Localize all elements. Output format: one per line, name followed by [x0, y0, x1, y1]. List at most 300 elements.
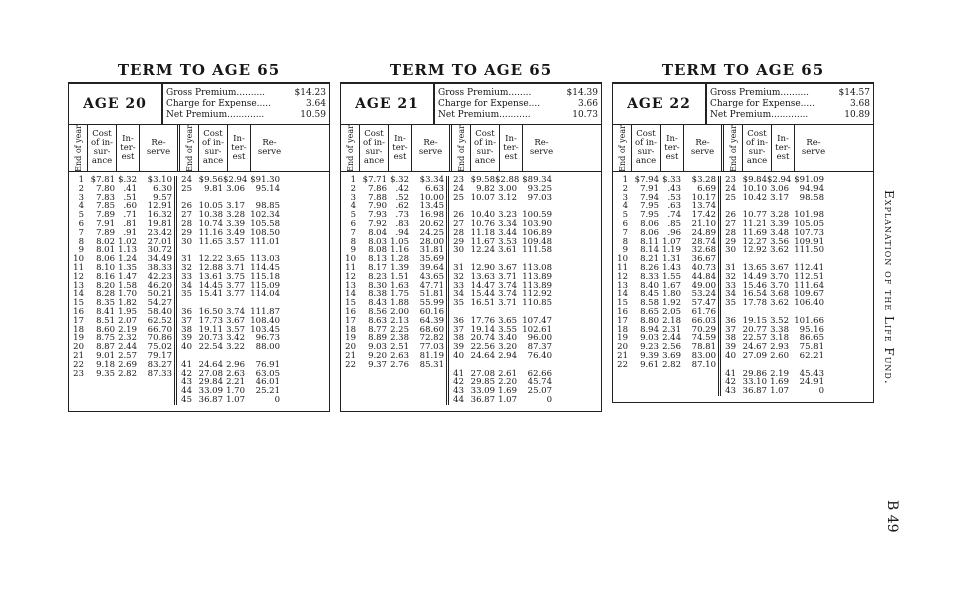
cost-cell: 8.40 [640, 280, 659, 291]
cost-cell: 7.90 [368, 201, 387, 212]
cost-cell: 8.51 [96, 315, 115, 326]
column-header-reserve [412, 125, 452, 171]
cost-cell: 7.92 [368, 218, 387, 229]
interest-cell: 3.23 [498, 210, 517, 221]
interest-cell: .63 [667, 201, 681, 212]
cost-cell: 8.28 [96, 289, 115, 300]
premium-value: 3.66 [577, 99, 598, 109]
year-cell: 32 [725, 271, 736, 282]
premium-label: Charge for Expense..... [166, 99, 271, 109]
year-cell: 27 [453, 218, 464, 229]
table-row [449, 396, 554, 405]
cost-cell: 9.01 [96, 350, 115, 361]
interest-cell: 3.71 [226, 262, 245, 273]
interest-cell: 3.17 [770, 192, 789, 203]
premium-label: Net Premium........... [438, 110, 531, 120]
interest-cell: 1.80 [662, 289, 681, 300]
interest-cell: 2.51 [390, 342, 409, 353]
year-cell: 3 [78, 192, 84, 203]
cost-cell: 8.20 [96, 280, 115, 291]
reserve-cell: 13.45 [419, 201, 444, 212]
interest-cell: 3.62 [770, 298, 789, 309]
cost-cell: 7.88 [368, 192, 387, 203]
table-body [341, 172, 601, 411]
cost-cell: 7.91 [96, 218, 115, 229]
interest-cell: 1.88 [390, 298, 409, 309]
cost-cell: 8.17 [368, 262, 387, 273]
premium-label: Gross Premium.......... [710, 88, 810, 98]
year-cell: 21 [73, 350, 84, 361]
premium-row [710, 88, 873, 99]
column-header-text: Cost of in- sur- ance [745, 129, 769, 166]
cost-cell: 7.85 [96, 201, 115, 212]
interest-cell: 3.69 [662, 350, 681, 361]
table-row [177, 290, 282, 299]
cost-cell: 12.90 [470, 262, 495, 273]
year-cell: 39 [453, 342, 464, 353]
reserve-cell: 63.05 [255, 368, 280, 379]
table-row [177, 343, 282, 352]
reserve-cell: 6.63 [425, 183, 444, 194]
interest-cell: 3.77 [226, 280, 245, 291]
cost-cell: 12.22 [198, 254, 223, 265]
cost-cell: $9.56 [198, 175, 223, 185]
interest-cell: 3.44 [498, 227, 517, 238]
year-cell: 38 [181, 324, 192, 335]
year-cell: 15 [345, 298, 356, 309]
cost-cell: 7.89 [96, 227, 115, 238]
reserve-cell: 70.29 [691, 324, 716, 335]
year-cell: 5 [78, 210, 84, 221]
year-cell: 17 [617, 315, 628, 326]
cost-cell: 8.23 [368, 271, 387, 282]
cost-cell: 10.74 [198, 218, 223, 229]
column-headers [341, 125, 601, 172]
interest-cell: 3.00 [498, 183, 517, 194]
cost-cell: 8.06 [640, 218, 659, 229]
reserve-cell: 42.23 [147, 271, 172, 282]
reserve-cell: 0 [274, 394, 280, 405]
reserve-cell: 20.62 [419, 218, 444, 229]
year-cell: 12 [617, 271, 628, 282]
cost-cell: 33.09 [198, 386, 223, 397]
interest-cell: 3.42 [226, 333, 245, 344]
year-cell: 23 [73, 368, 84, 379]
premium-label: Net Premium............. [166, 110, 265, 120]
column-header-text: End of year [184, 125, 194, 171]
interest-cell: 2.18 [662, 315, 681, 326]
column-header-year [180, 125, 199, 171]
year-cell: 41 [181, 359, 192, 370]
premium-row [166, 88, 329, 99]
reserve-cell: 95.16 [799, 324, 824, 335]
year-cell: 10 [73, 254, 84, 265]
reserve-cell: 103.90 [522, 218, 552, 229]
reserve-cell: 40.73 [691, 262, 716, 273]
cost-cell: 7.89 [96, 210, 115, 221]
cost-cell: 22.54 [198, 342, 223, 353]
year-cell: 2 [78, 183, 84, 194]
year-cell: 43 [181, 377, 192, 388]
cost-cell: 7.80 [96, 183, 115, 194]
year-cell: 36 [181, 306, 192, 317]
table-row [721, 246, 826, 255]
reserve-cell: 108.40 [250, 315, 280, 326]
interest-cell: 3.38 [770, 324, 789, 335]
column-header-cost [632, 125, 661, 171]
interest-cell: 3.40 [498, 333, 517, 344]
reserve-cell: 25.07 [527, 386, 552, 397]
reserve-cell: 100.59 [522, 210, 552, 221]
reserve-cell: $3.10 [147, 175, 172, 185]
interest-cell: 3.70 [770, 271, 789, 282]
interest-cell: 3.61 [498, 245, 517, 256]
interest-cell: 2.21 [226, 377, 245, 388]
cost-cell: 8.77 [368, 324, 387, 335]
year-cell: 8 [350, 236, 356, 247]
interest-cell: 3.75 [226, 271, 245, 282]
cost-cell: 8.75 [96, 333, 115, 344]
premium-row [166, 99, 329, 110]
year-cell: 34 [725, 289, 736, 300]
cost-cell: 8.45 [640, 289, 659, 300]
interest-cell: 3.70 [770, 280, 789, 291]
cost-cell: 8.60 [96, 324, 115, 335]
interest-cell: 1.67 [662, 280, 681, 291]
cost-cell: 29.85 [470, 377, 495, 388]
year-cell: 4 [78, 201, 84, 212]
year-cell: 1 [622, 175, 628, 185]
cost-cell: 8.06 [640, 227, 659, 238]
column-header-reserve [684, 125, 724, 171]
year-cell: 24 [453, 183, 464, 194]
column-header-text: In- ter- est [503, 133, 519, 162]
premium-block [707, 84, 873, 124]
cost-cell: 15.46 [742, 280, 767, 291]
reserve-cell: 64.39 [419, 315, 444, 326]
reserve-cell: 111.50 [794, 245, 824, 256]
year-cell: 20 [73, 342, 84, 353]
age-label: AGE 21 [341, 84, 435, 124]
reserve-cell: 25.21 [255, 386, 280, 397]
premium-label: Gross Premium.......... [166, 88, 266, 98]
year-cell: 18 [73, 324, 84, 335]
interest-cell: 1.05 [390, 236, 409, 247]
year-cell: 5 [622, 210, 628, 221]
premium-value: $14.57 [838, 88, 870, 98]
cost-cell: 22.57 [742, 333, 767, 344]
interest-cell: 1.82 [118, 298, 137, 309]
year-cell: 21 [617, 350, 628, 361]
column-header-reserve [795, 125, 832, 171]
reserve-cell: 13.74 [691, 201, 716, 212]
cost-cell: 12.92 [742, 245, 767, 256]
interest-cell: .71 [123, 210, 137, 221]
year-cell: 29 [181, 227, 192, 238]
reserve-cell: 61.76 [691, 306, 716, 317]
reserve-cell: 21.10 [691, 218, 716, 229]
column-header-text: In- ter- est [120, 133, 136, 162]
interest-cell: 3.39 [226, 218, 245, 229]
year-cell: 27 [181, 210, 192, 221]
reserve-cell: 24.91 [799, 377, 824, 388]
cost-cell: 8.58 [640, 298, 659, 309]
reserve-cell: 78.81 [691, 342, 716, 353]
cost-cell: 13.63 [470, 271, 495, 282]
year-cell: 9 [78, 245, 84, 256]
cost-cell: 8.11 [640, 236, 659, 247]
premium-block [435, 84, 601, 124]
reserve-cell: 109.91 [794, 236, 824, 247]
premium-value: 3.68 [849, 99, 870, 109]
reserve-cell: 87.10 [691, 359, 716, 370]
year-cell: 7 [78, 227, 84, 238]
reserve-cell: 45.74 [527, 377, 552, 388]
interest-cell: 1.07 [498, 394, 517, 405]
table-header [69, 84, 329, 125]
year-cell: 24 [725, 183, 736, 194]
reserve-cell: 98.58 [799, 192, 824, 203]
cost-cell: 9.03 [640, 333, 659, 344]
interest-cell: .73 [395, 210, 409, 221]
year-cell: 42 [725, 377, 736, 388]
interest-cell: 3.20 [498, 342, 517, 353]
cost-cell: 15.41 [198, 289, 223, 300]
year-cell: 14 [617, 289, 628, 300]
reserve-cell: 108.50 [250, 227, 280, 238]
cost-cell: 8.35 [96, 298, 115, 309]
cost-cell: 24.67 [742, 342, 767, 353]
table-box [340, 82, 602, 412]
cost-cell: 16.54 [742, 289, 767, 300]
interest-cell: 3.06 [770, 183, 789, 194]
cost-cell: $7.81 [90, 175, 115, 185]
interest-cell: .43 [667, 183, 681, 194]
premium-table [340, 58, 602, 412]
cost-cell: 17.78 [742, 298, 767, 309]
year-cell: 28 [725, 227, 736, 238]
year-cell: 25 [725, 192, 736, 203]
reserve-cell: 103.45 [250, 324, 280, 335]
column-header-interest [661, 125, 684, 171]
cost-cell: 9.23 [640, 342, 659, 353]
reserve-cell: 96.00 [527, 333, 552, 344]
year-cell: 10 [617, 254, 628, 265]
cost-cell: 8.21 [640, 254, 659, 265]
column-headers [613, 125, 873, 172]
page-number: B 49 [884, 500, 900, 533]
year-cell: 16 [73, 306, 84, 317]
reserve-cell: 75.81 [799, 342, 824, 353]
interest-cell: 2.61 [498, 368, 517, 379]
reserve-cell: 44.84 [691, 271, 716, 282]
reserve-cell: 28.00 [419, 236, 444, 247]
table-box [612, 82, 874, 403]
reserve-cell: 70.86 [147, 333, 172, 344]
cost-cell: 29.86 [742, 368, 767, 379]
reserve-cell: 39.64 [419, 262, 444, 273]
interest-cell: 3.65 [226, 254, 245, 265]
interest-cell: $.32 [118, 175, 137, 185]
interest-cell: 2.44 [662, 333, 681, 344]
year-cell: 6 [78, 218, 84, 229]
interest-cell: 2.00 [390, 306, 409, 317]
reserve-cell: 36.67 [691, 254, 716, 265]
year-cell: 13 [73, 280, 84, 291]
cost-cell: 33.09 [470, 386, 495, 397]
table-row [721, 299, 826, 308]
interest-cell: 3.55 [498, 324, 517, 335]
interest-cell: 3.65 [498, 315, 517, 326]
cost-cell: 10.42 [742, 192, 767, 203]
right-columns [449, 176, 554, 405]
premium-table [612, 58, 874, 403]
reserve-cell: 23.42 [147, 227, 172, 238]
reserve-cell: 113.89 [522, 280, 552, 291]
cost-cell: 9.03 [368, 342, 387, 353]
interest-cell: 3.22 [226, 342, 245, 353]
table-header [613, 84, 873, 125]
interest-cell: 3.06 [226, 183, 245, 194]
table-body [613, 172, 873, 402]
year-cell: 30 [453, 245, 464, 256]
reserve-cell: 10.17 [691, 192, 716, 203]
interest-cell: 2.56 [662, 342, 681, 353]
cost-cell: 8.65 [640, 306, 659, 317]
interest-cell: 3.34 [498, 218, 517, 229]
reserve-cell: 0 [818, 386, 824, 397]
cost-cell: 9.18 [96, 359, 115, 370]
table-title: TERM TO AGE 65 [117, 61, 281, 79]
cost-cell: 8.41 [96, 306, 115, 317]
column-header-year [69, 125, 88, 171]
year-cell: 26 [725, 210, 736, 221]
year-cell: 27 [725, 218, 736, 229]
year-cell: 3 [622, 192, 628, 203]
year-cell: 2 [350, 183, 356, 194]
reserve-cell: 31.81 [419, 245, 444, 256]
interest-cell: 2.93 [770, 342, 789, 353]
cost-cell: 24.64 [198, 359, 223, 370]
premium-value: 10.59 [300, 110, 326, 120]
premium-label: Charge for Expense.... [438, 99, 541, 109]
reserve-cell: 106.89 [522, 227, 552, 238]
interest-cell: 3.67 [226, 315, 245, 326]
cost-cell: 7.95 [640, 201, 659, 212]
year-cell: 38 [725, 333, 736, 344]
column-header-text: End of year [73, 125, 83, 171]
year-cell: 15 [73, 298, 84, 309]
column-header-text: Re- serve [146, 138, 171, 157]
table-body [69, 172, 329, 411]
reserve-cell: 68.60 [419, 324, 444, 335]
reserve-cell: 101.98 [794, 210, 824, 221]
interest-cell: 1.07 [226, 394, 245, 405]
premium-row [438, 110, 601, 121]
year-cell: 35 [453, 298, 464, 309]
reserve-cell: 72.82 [419, 333, 444, 344]
interest-cell: 1.69 [770, 377, 789, 388]
cost-cell: 8.14 [640, 245, 659, 256]
reserve-cell: 101.66 [794, 315, 824, 326]
interest-cell: 3.57 [226, 236, 245, 247]
table-title: TERM TO AGE 65 [661, 61, 825, 79]
year-cell: 31 [181, 254, 192, 265]
reserve-cell: 62.52 [147, 315, 172, 326]
year-cell: 19 [345, 333, 356, 344]
year-cell: 35 [181, 289, 192, 300]
cost-cell: 16.51 [470, 298, 495, 309]
interest-cell: 1.75 [390, 289, 409, 300]
year-cell: 23 [453, 175, 464, 185]
column-header-cost [88, 125, 117, 171]
reserve-cell: 76.40 [527, 350, 552, 361]
reserve-cell: 94.94 [799, 183, 824, 194]
cost-cell: 8.33 [640, 271, 659, 282]
interest-cell: 2.76 [390, 359, 409, 370]
interest-cell: 2.05 [662, 306, 681, 317]
year-cell: 11 [345, 262, 356, 273]
reserve-cell: 95.14 [255, 183, 280, 194]
cost-cell: 7.93 [368, 210, 387, 221]
interest-cell: .42 [395, 183, 409, 194]
year-cell: 24 [181, 175, 192, 185]
column-header-text: Cost of in- sur- ance [473, 129, 497, 166]
year-cell: 23 [725, 175, 736, 185]
interest-cell: 1.13 [118, 245, 137, 256]
cost-cell: 8.30 [368, 280, 387, 291]
cost-cell: 8.43 [368, 298, 387, 309]
reserve-cell: 53.24 [691, 289, 716, 300]
table-row [69, 370, 174, 379]
column-header-text: In- ter- est [775, 133, 791, 162]
year-cell: 12 [73, 271, 84, 282]
interest-cell: .62 [395, 201, 409, 212]
interest-cell: 1.07 [662, 236, 681, 247]
year-cell: 15 [617, 298, 628, 309]
interest-cell: .91 [123, 227, 137, 238]
interest-cell: 2.69 [118, 359, 137, 370]
cost-cell: 19.11 [198, 324, 223, 335]
year-cell: 4 [622, 201, 628, 212]
year-cell: 44 [181, 386, 192, 397]
interest-cell: 2.82 [662, 359, 681, 370]
reserve-cell: 45.43 [799, 368, 824, 379]
cost-cell: 24.64 [470, 350, 495, 361]
interest-cell: 1.28 [390, 254, 409, 265]
cost-cell: $9.58 [470, 175, 495, 185]
column-header-text: In- ter- est [231, 133, 247, 162]
premium-value: 10.73 [572, 110, 598, 120]
interest-cell: 3.71 [498, 298, 517, 309]
reserve-cell: 114.04 [250, 289, 280, 300]
year-cell: 26 [453, 210, 464, 221]
cost-cell: 10.76 [470, 218, 495, 229]
year-cell: 16 [617, 306, 628, 317]
table-header [341, 84, 601, 125]
cost-cell: 10.38 [198, 210, 223, 221]
interest-cell: $.32 [390, 175, 409, 185]
cost-cell: 10.10 [742, 183, 767, 194]
interest-cell: 3.28 [770, 210, 789, 221]
interest-cell: 3.53 [498, 236, 517, 247]
year-cell: 10 [345, 254, 356, 265]
reserve-cell: 96.73 [255, 333, 280, 344]
year-cell: 26 [181, 201, 192, 212]
interest-cell: 1.70 [226, 386, 245, 397]
table-row [177, 185, 282, 194]
year-cell: 41 [453, 368, 464, 379]
